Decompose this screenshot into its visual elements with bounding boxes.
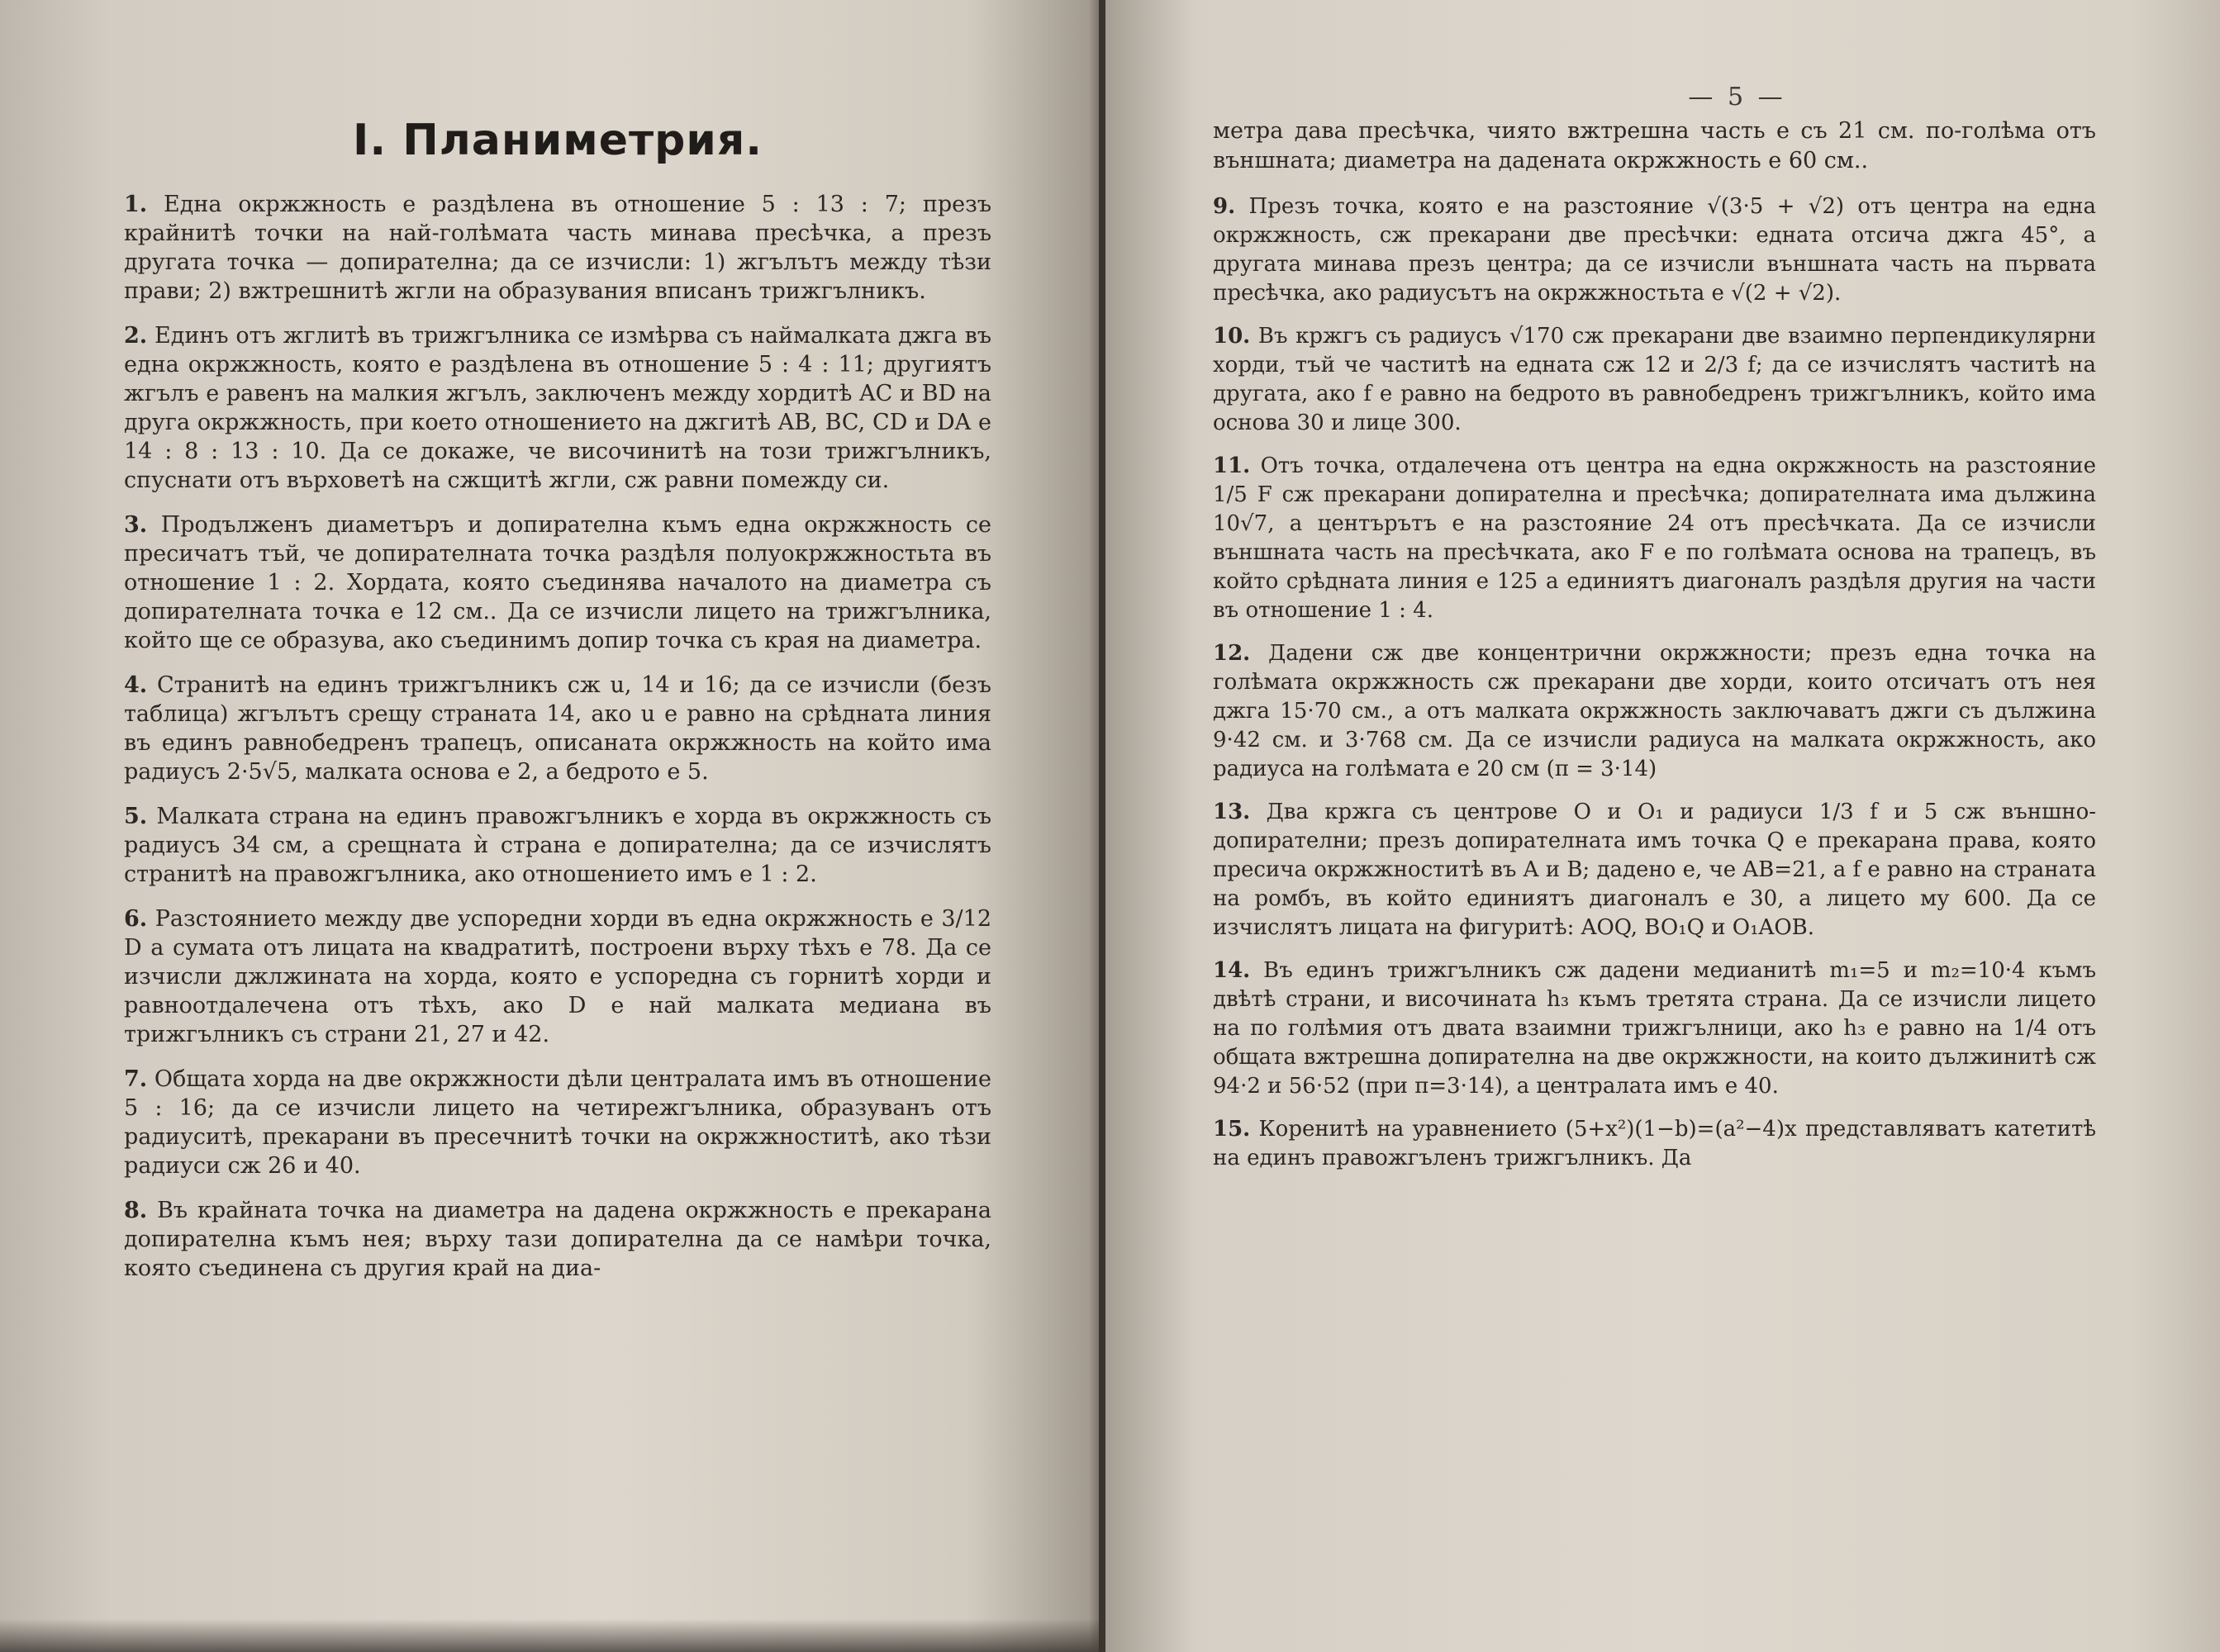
- problem-text: Два кржга съ центрове O и O₁ и радиуси 1/3 f и 5 сж външно-допирателни; презъ допирателната имъ точка Q е прекарана права, която пресича окржжноститѣ въ A и B; дадено е, че AB=21, а f е равно на страната на ромбъ, въ който единиятъ диагоналъ е 30, а лицето му 600. Да се изчислятъ лицата на фигуритѣ: AOQ, BO₁Q и O₁AOB.: [1213, 800, 2097, 940]
- problem-text: Въ кржгъ съ радиусъ √170 сж прекарани две взаимно перпендикулярни хорди, тъй че частитѣ на едната сж 12 и 2/3 f; да се изчислятъ частитѣ на другата, ако f е равно на бедрото въ равнобедренъ трижгълникъ, който има основа 30 и лице 300.: [1213, 324, 2097, 435]
- problem-text: Общата хорда на две окржжности дѣли централата имъ въ отношение 5 : 16; да се изчисли лицето на четирежгълника, образуванъ отъ радиуситѣ, прекарани въ пресечнитѣ точки на окржжноститѣ, ако тѣзи радиуси сж 26 и 40.: [124, 1066, 991, 1179]
- problem-3: [124, 510, 991, 655]
- problem-14: [1213, 957, 2096, 1101]
- problem-number: 5.: [124, 804, 148, 829]
- problem-7: [124, 1065, 991, 1180]
- problem-number: 15.: [1213, 1117, 1251, 1142]
- problem-5: [124, 802, 991, 889]
- problem-9: [1213, 192, 2096, 308]
- left-page: [0, 0, 1099, 1652]
- problem-text: Въ единъ трижгълникъ сж дадени медианитѣ m₁=5 и m₂=10·4 къмъ двѣтѣ страни, и височината h₃ къмъ третята страна. Да се изчисли лицето на по голѣмия отъ двата взаимни трижгълници, ако h₃ е равно на 1/4 отъ общата вжтрешна допирателна на две окржжности, на които дължинитѣ сж 94·2 и 56·52 (при π=3·14), а централата имъ е 40.: [1213, 958, 2096, 1099]
- problem-15: [1213, 1115, 2096, 1173]
- problem-number: 12.: [1213, 641, 1251, 666]
- problem-number: 14.: [1213, 958, 1251, 983]
- problem-6: [124, 904, 991, 1049]
- problem-number: 4.: [124, 672, 148, 698]
- problem-text: Отъ точка, отдалечена отъ центра на една окржжность на разстояние 1/5 F сж прекарани допирателна и пресѣчка; допирателната има дължина 10√7, а центърътъ е на разстояние 24 отъ пресѣчката. Да се изчисли външната часть на пресѣчката, ако F е по голѣмата основа на трапецъ, въ който срѣдната линия е 125 а единиятъ диагоналъ раздѣля другия на части въ отношение 1 : 4.: [1213, 453, 2096, 623]
- problem-number: 6.: [124, 906, 148, 932]
- problem-12: [1213, 639, 2096, 784]
- problem-number: 13.: [1213, 800, 1251, 824]
- problem-text: Дадени сж две концентрични окржжности; презъ една точка на голѣмата окржжность сж прекарани две хорди, които отсичатъ отъ нея джга 15·70 см., а отъ малката окржжность заключаватъ джги съ дължина 9·42 см. и 3·768 см. Да се изчисли радиуса на малката окржжность, ако радиуса на голѣмата е 20 см (π = 3·14): [1213, 641, 2097, 781]
- problem-number: 2.: [124, 323, 148, 349]
- problem-text: Единъ отъ жглитѣ въ трижгълника се измѣрва съ наймалката джга въ една окржжность, която е раздѣлена въ отношение 5 : 4 : 11; другиятъ жгълъ е равенъ на малкия жгълъ, заключенъ между хордитѣ AC и BD на друга окржжность, при което отношението на джгитѣ AB, BC, CD и DA е 14 : 8 : 13 : 10. Да се докаже, че височинитѣ на този трижгълникъ, спуснати отъ върховетѣ на сжщитѣ жгли, сж равни помежду си.: [124, 323, 991, 493]
- problem-number: 9.: [1213, 194, 1236, 219]
- right-page: [1105, 0, 2220, 1652]
- problem-number: 11.: [1213, 453, 1251, 478]
- problem-10: [1213, 322, 2096, 438]
- problem-text: Продълженъ диаметъръ и допирателна къмъ една окржжность се пресичатъ тъй, че допирателната точка раздѣля полуокржжностьта въ отношение 1 : 2. Хордата, която съединява началото на диаметра съ допирателната точка е 12 см.. Да се изчисли лицето на трижгълника, който ще се образува, ако съединимъ допир точка съ края на диаметра.: [124, 512, 991, 653]
- page-number: — 5 —: [1688, 83, 1786, 112]
- problem-text: Въ крайната точка на диаметра на дадена окржжность е прекарана допирателна къмъ нея; върху тази допирателна да се намѣри точка, която съединена съ другия край на диа-: [124, 1198, 991, 1281]
- problem-8: [124, 1196, 991, 1283]
- problem-number: 3.: [124, 512, 148, 538]
- problem-11: [1213, 452, 2096, 625]
- problem-number: 8.: [124, 1198, 148, 1223]
- problem-continuation: метра дава пресѣчка, чиято вжтрешна часть е съ 21 см. по-голѣма отъ външната; диаметра на дадената окржжность е 60 см..: [1213, 118, 2096, 173]
- problem-4: [124, 671, 991, 786]
- problem-text: Презъ точка, която е на разстояние √(3·5 + √2) отъ центра на една окржжность, сж прекарани две пресѣчки: едната отсича джга 45°, а другата минава презъ центра; да се изчисли външната часть на първата пресѣчка, ако радиусътъ на окржжностьта е √(2 + √2).: [1213, 194, 2096, 306]
- problem-text: Малката страна на единъ правожгълникъ е хорда въ окржжность съ радиусъ 34 см, а срещната ѝ страна е допирателна; да се изчислятъ странитѣ на правожгълника, ако отношението имъ е 1 : 2.: [124, 804, 991, 887]
- problem-13: [1213, 798, 2096, 942]
- page-title: I. Планиметрия.: [353, 116, 763, 165]
- problem-text: Разстоянието между две успоредни хорди въ една окржжность е 3/12 D а сумата отъ лицата на квадратитѣ, построени върху тѣхъ е 78. Да се изчисли джлжината на хорда, която е успоредна съ горнитѣ хорди и равноотдалечена отъ тѣхъ, ако D е най малката медиана въ трижгълникъ съ страни 21, 27 и 42.: [124, 906, 991, 1047]
- page-bottom-shadow: [0, 1619, 1099, 1652]
- problem-number: 1.: [124, 192, 148, 217]
- problem-text: Една окржжность е раздѣлена въ отношение 5 : 13 : 7; презъ крайнитѣ точки на най-голѣмата часть минава пресѣчка, а презъ другата точка — допирателна; да се изчисли: 1) жгълътъ между тѣзи прави; 2) вжтрешнитѣ жгли на образувания вписанъ трижгълникъ.: [124, 192, 991, 304]
- problem-2: [124, 321, 991, 495]
- problem-1: [124, 190, 991, 306]
- problem-number: 7.: [124, 1066, 148, 1092]
- problem-number: 10.: [1213, 324, 1251, 349]
- problem-text: Коренитѣ на уравнението (5+x²)(1−b)=(a²−4)x представляватъ катетитѣ на единъ правожгъленъ трижгълникъ. Да: [1213, 1117, 2097, 1170]
- problem-text: Странитѣ на единъ трижгълникъ сж u, 14 и 16; да се изчисли (безъ таблица) жгълътъ срещу страната 14, ако u е равно на срѣдната линия въ единъ равнобедренъ трапецъ, описаната окржжность на който има радиусъ 2·5√5, малката основа е 2, а бедрото е 5.: [124, 672, 991, 785]
